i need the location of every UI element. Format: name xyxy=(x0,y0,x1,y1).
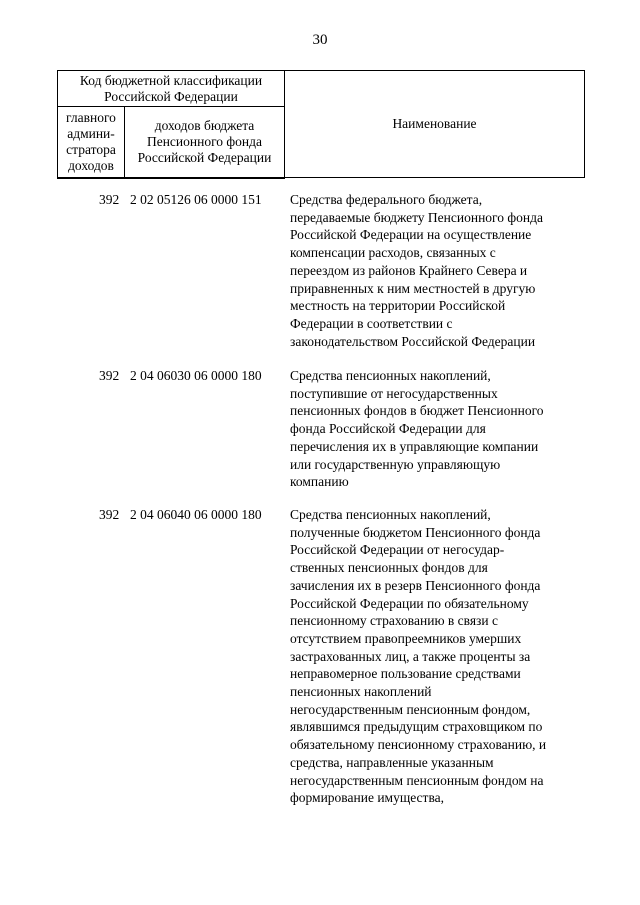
description-line: отсутствием правопреемников умерших xyxy=(290,630,522,646)
description-line: обязательному пенсионному страхованию, и xyxy=(290,737,547,753)
description-line: пенсионных накоплений xyxy=(290,684,432,700)
description-line: ственных пенсионных фондов для xyxy=(290,560,488,576)
row-description xyxy=(290,506,590,807)
header-name-column: Наименование xyxy=(285,71,585,178)
header-income-column: доходов бюджета Пенсионного фонда Российской Федерации xyxy=(125,107,285,178)
description-line: перечисления их в управляющие компании xyxy=(290,438,539,454)
description-line: Средства пенсионных накоплений, xyxy=(290,368,491,383)
description-line: зачисления их в резерв Пенсионного фонда xyxy=(290,577,541,593)
admin-code: 392 xyxy=(99,507,120,522)
description-line: Федерации в соответствии с xyxy=(290,315,453,331)
description-line: Российской Федерации по обязательному xyxy=(290,595,529,611)
page-number: 30 xyxy=(312,32,328,48)
description-line: приравненных к ним местностей в другую xyxy=(290,280,536,296)
description-line: компанию xyxy=(290,474,349,490)
description-line: компенсации расходов, связанных с xyxy=(290,245,496,261)
description-line: Средства пенсионных накоплений, xyxy=(290,507,491,522)
description-line: являвшимся предыдущим страховщиком по xyxy=(290,719,543,735)
description-line: неправомерное пользование средствами xyxy=(290,666,521,682)
description-line: застрахованных лиц, а также проценты за xyxy=(290,648,531,664)
admin-code: 392 xyxy=(99,192,120,207)
description-line: переездом из районов Крайнего Севера и xyxy=(290,262,528,278)
description-line: или государственную управляющую xyxy=(290,456,501,472)
description-line: фонда Российской Федерации для xyxy=(290,421,486,437)
header-group-title: Код бюджетной классификации Российской Федерации xyxy=(58,71,285,107)
description-line: Средства федерального бюджета, xyxy=(290,192,483,207)
description-line: законодательством Российской Федерации xyxy=(290,333,536,349)
budget-code: 2 04 06030 06 0000 180 xyxy=(130,368,262,383)
budget-code: 2 02 05126 06 0000 151 xyxy=(130,192,262,207)
description-line: средства, направленные указанным xyxy=(290,754,494,770)
description-line: Российской Федерации на осуществление xyxy=(290,227,532,243)
row-description xyxy=(290,191,590,350)
header-admin-column: главного админи-стратора доходов xyxy=(58,107,125,178)
description-line: пенсионному страхованию в связи с xyxy=(290,613,498,629)
description-line: формирование имущества, xyxy=(290,790,445,806)
description-line: негосударственным пенсионным фондом, xyxy=(290,701,531,717)
description-line: поступившие от негосударственных xyxy=(290,385,498,401)
description-line: Российской Федерации от негосудар- xyxy=(290,542,505,558)
description-line: передаваемые бюджету Пенсионного фонда xyxy=(290,209,543,225)
admin-code: 392 xyxy=(99,368,120,383)
description-line: негосударственным пенсионным фондом на xyxy=(290,772,544,788)
description-line: местность на территории Российской xyxy=(290,298,506,314)
budget-code: 2 04 06040 06 0000 180 xyxy=(130,507,262,522)
description-line: полученные бюджетом Пенсионного фонда xyxy=(290,524,541,540)
row-description xyxy=(290,367,590,491)
classification-table-header xyxy=(57,70,585,179)
description-line: пенсионных фондов в бюджет Пенсионного xyxy=(290,403,544,419)
